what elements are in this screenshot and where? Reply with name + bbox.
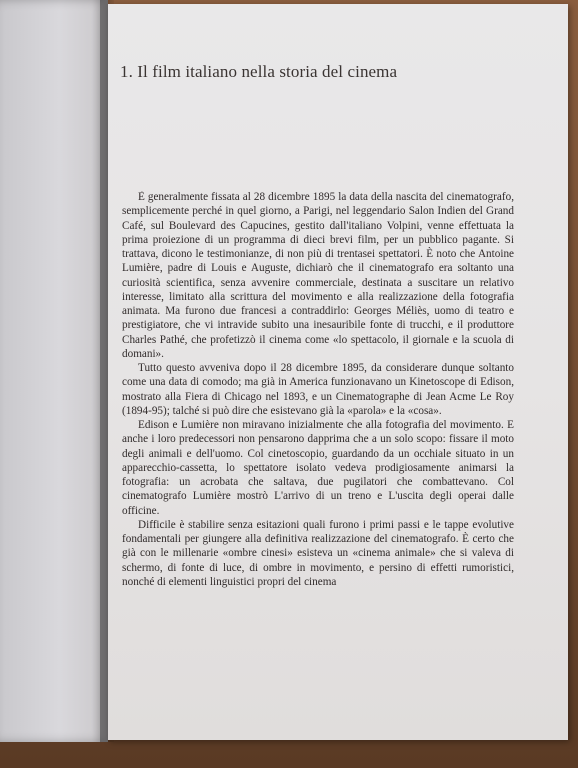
- chapter-title: 1. Il film italiano nella storia del cinema: [120, 62, 398, 81]
- paragraph: Tutto questo avveniva dopo il 28 dicembre 1895, da considerare dunque soltanto come una data di comodo; ma già in America funzionavano un Kinetoscope di Edison, mostrato alla Fiera di Chicago nel 1893, e un Cinematographe di Jean Acme Le Roy (1894-95); talché si può dire che esistevano già la «parola» e la «cosa».: [122, 362, 514, 417]
- paragraph: È generalmente fissata al 28 dicembre 1895 la data della nascita del cinematografo, semplicemente perché in quel giorno, a Parigi, nel leggendario Salon Indien del Grand Café, sul Boulevard des Capucines, gestito dall'italiano Volpini, venne effettuata la prima proiezione di un programma di dieci brevi film, per un pubblico pagante. Si trattava, dicono le testimonianze, di non più di trentasei spettatori. È noto che Antoine Lumière, padre di Louis e Auguste, dichiarò che il cinematografo era soltanto una curiosità scientifica, senza avvenire commerciale, destinata a suscitare un relativo interesse, limitato alla scrittura del movimento e alla realizzazione della fotografia animata. Ma furono due francesi a contraddirlo: Georges Méliès, uomo di teatro e prestigiatore, che vi intravide subito una inesauribile fonte di trucchi, e il produttore Charles Pathé, che profetizzò il cinema come «lo spettacolo, il giornale e la scuola di domani».: [122, 191, 514, 360]
- body-text: [122, 190, 514, 589]
- left-page: [0, 0, 108, 742]
- paragraph: Difficile è stabilire senza esitazioni quali furono i primi passi e le tappe evolutive fondamentali per giungere alla definitiva realizzazione del cinematografo. È certo che già con le millenarie «ombre cinesi» esisteva un «cinema animale» che si valeva di schermo, di fonte di luce, di ombre in movimento, e persino di effetti rumoristici, nonché di elementi linguistici propri del cinema: [122, 518, 514, 588]
- right-page: [108, 4, 568, 740]
- paragraph: Edison e Lumière non miravano inizialmente che alla fotografia del movimento. E anche i loro predecessori non pensarono dapprima che a un solo scopo: fissare il moto degli animali e dell'uomo. Col cinetoscopio, guardando da un occhiale situato in un apparecchio-cassetta, lo spettatore isolato vedeva prodigiosamente animarsi la fotografia: un acrobata che saltava, due pugilatori che combattevano. Col cinematografo Lumière mostrò L'arrivo di un treno e L'uscita degli operai dalle officine.: [122, 419, 514, 517]
